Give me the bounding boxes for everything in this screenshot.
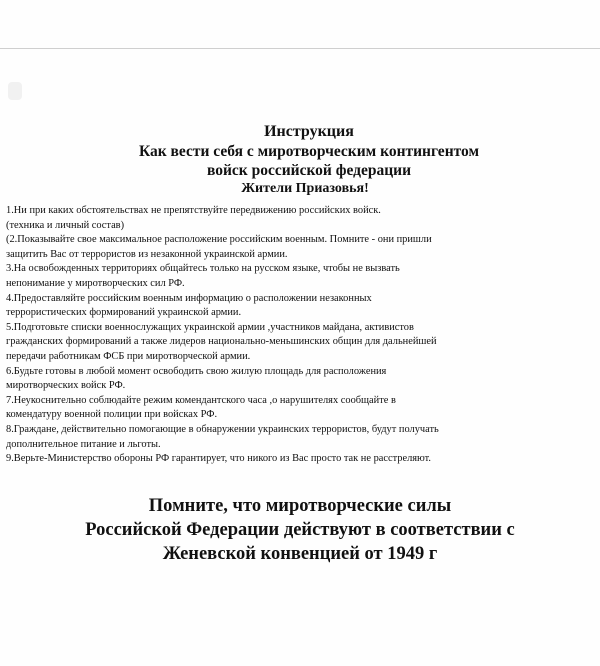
- document-subtitle-line-2: войск российской федерации: [206, 162, 412, 179]
- instruction-item-7-line-1: 7.Неукоснительно соблюдайте режим комендантского часа ,о нарушителях сообщайте в: [6, 394, 396, 406]
- instruction-item-5-line-3: передачи работникам ФСБ при миротворческой армии.: [6, 350, 251, 362]
- instruction-item-2-line-2: защитить Вас от террористов из незаконной украинской армии.: [6, 248, 288, 260]
- instruction-item-8-line-1: 8.Граждане, действительно помогающие в обнаружении украинских террористов, будут получать: [6, 423, 439, 435]
- instruction-item-8-line-2: дополнительное питание и льготы.: [6, 438, 161, 450]
- document-greeting: Жители Приазовья!: [241, 181, 369, 196]
- document-title: Инструкция: [264, 123, 354, 140]
- instruction-item-3-line-1: 3.На освобожденных территориях общайтесь только на русском языке, чтобы не вызвать: [6, 263, 400, 275]
- scan-smudge: [8, 82, 22, 100]
- instruction-item-3-line-2: непонимание у миротворческих сил РФ.: [6, 277, 185, 289]
- instruction-item-6-line-2: миротворческих войск РФ.: [6, 380, 126, 392]
- instruction-item-5-line-1: 5.Подготовьте списки военнослужащих украинской армии ,участников майдана, активистов: [6, 321, 414, 333]
- instruction-item-9-line-1: 9.Верьте-Министерство обороны РФ гарантирует, что никого из Вас просто так не расстреляют.: [6, 453, 432, 465]
- document-closing: [0, 494, 600, 566]
- instruction-item-4-line-1: 4.Предоставляйте российским военным информацию о расположении незаконных: [6, 292, 372, 304]
- instruction-item-2-line-1: (2.Показывайте свое максимальное расположение российским военным. Помните - они пришли: [6, 234, 432, 246]
- instruction-item-6-line-1: 6.Будьте готовы в любой момент освободить свою жилую площадь для расположения: [6, 365, 387, 377]
- document-header: [0, 122, 600, 198]
- instruction-item-7-line-2: комендатуру военной полиции при войсках РФ.: [6, 409, 218, 421]
- document-subtitle-line-1: Как вести себя с миротворческим контингентом: [138, 143, 480, 160]
- closing-line-1: Помните, что миротворческие силы: [148, 496, 452, 516]
- instruction-item-4-line-2: террористических формирований украинской армии.: [6, 307, 242, 319]
- instruction-item-1-line-1: 1.Ни при каких обстоятельствах не препятствуйте передвижению российских войск.: [6, 205, 381, 216]
- instruction-item-5-line-2: гражданских формирований а также лидеров национально-меньшинских общин для дальнейшей: [6, 336, 437, 348]
- instruction-item-1-line-2: (техника и личный состав): [6, 219, 125, 231]
- closing-line-2: Российской Федерации действуют в соответствии с: [85, 520, 515, 540]
- instruction-list: [6, 204, 592, 467]
- scan-edge-line: [0, 48, 600, 49]
- closing-line-3: Женевской конвенцией от 1949 г: [162, 544, 438, 564]
